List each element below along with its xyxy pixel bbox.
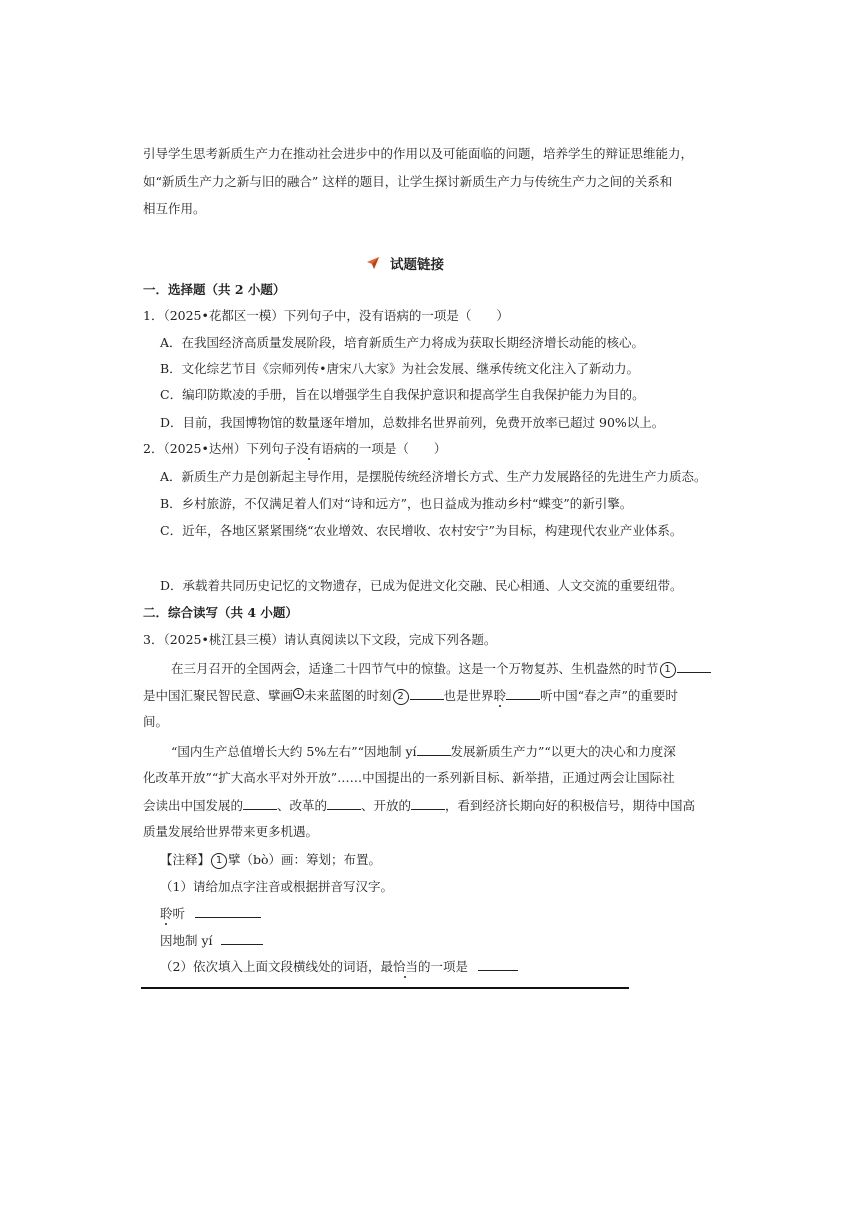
passage-line-7: 质量发展给世界带来更多机遇。 [143, 824, 319, 839]
circle-number-note: 1 [211, 853, 227, 869]
passage-text: 是中国汇聚民智民意、擘画 [143, 688, 294, 703]
item-text: 听 [172, 906, 186, 921]
passage-text: 、改革的 [277, 798, 328, 813]
q2-option-c: C．近年，各地区紧紧围绕“农业增效、农民增收、农村安宁”为目标，构建现代农业产业体系。 [160, 523, 683, 538]
passage-text: 发展新质生产力”“以更大的决心和力度深 [450, 744, 676, 759]
sub-question-2 [160, 958, 518, 975]
annotation-note [160, 852, 381, 869]
circle-number-2: 2 [393, 689, 409, 705]
fill-blank[interactable] [327, 797, 361, 810]
sub1-item-1 [160, 905, 261, 922]
fill-blank[interactable] [243, 797, 277, 810]
passage-line-1 [171, 660, 711, 678]
passage-text: 也是世界 [443, 688, 494, 703]
passage-text: 听中国“春之声”的重要时 [540, 688, 678, 703]
passage-line-2 [143, 687, 678, 705]
part2-heading: 二．综合读写（共 4 小题） [143, 605, 298, 620]
passage-text: 在三月召开的全国两会，适逢二十四节气中的惊蛰。这是一个万物复苏、生机盎然的时节 [171, 661, 659, 676]
passage-line-3: 间。 [143, 714, 169, 729]
passage-line-5: 化改革开放”“扩大高水平对外开放”……中国提出的一系列新目标、新举措，正通过两会让国际社 [143, 770, 675, 785]
q2-stem [143, 441, 446, 457]
q2-stem-part1: 2．（2025•达州）下列句子 [143, 441, 297, 456]
passage-text: 未来蓝图的时刻 [304, 688, 392, 703]
fill-blank[interactable] [411, 797, 445, 810]
q2-option-d: D．承载着共同历史记忆的文物遗存，已成为促进文化交融、民心相通、人文交流的重要纽带。 [160, 578, 683, 593]
passage-text: “国内生产总值增长大约 5%左右”“因地制 yí [171, 744, 417, 759]
q1-option-b: B．文化综艺节目《宗师列传•唐宋八大家》为社会发展、继承传统文化注入了新动力。 [160, 361, 640, 376]
passage-line-4 [171, 743, 676, 760]
dotted-char: 聆 [493, 688, 507, 703]
passage-text: ，看到经济长期向好的积极信号，期待中国高 [445, 798, 696, 813]
answer-blank[interactable] [478, 958, 518, 971]
bottom-divider [141, 987, 629, 989]
sub-question-1: （1）请给加点字注音或根据拼音写汉字。 [160, 879, 393, 894]
fill-blank[interactable] [417, 743, 451, 756]
q2-stem-part2: 语病的一项是（ ） [321, 441, 447, 456]
paper-plane-icon [366, 256, 380, 270]
fill-blank[interactable] [677, 660, 711, 673]
note-text: 擘（bò）画：筹划；布置。 [228, 852, 382, 867]
intro-line-1: 引导学生思考新质生产力在推动社会进步中的作用以及可能面临的问题，培养学生的辩证思维能力， [143, 146, 694, 161]
note-marker-1: 1 [293, 688, 304, 699]
q1-stem: 1．（2025•花都区一模）下列句子中，没有语病的一项是（ ） [143, 308, 509, 323]
q1-option-c: C．编印防欺凌的手册，旨在以增强学生自我保护意识和提高学生自我保护能力为目的。 [160, 387, 645, 402]
intro-line-2: 如“新质生产力之新与旧的融合” 这样的题目，让学生探讨新质生产力与传统生产力之间的关系和 [143, 174, 673, 189]
passage-text: 、开放的 [361, 798, 412, 813]
q1-option-d: D．目前，我国博物馆的数量逐年增加，总数排名世界前列，免费开放率已超过 90%以上。 [160, 415, 665, 430]
item-text: 因地制 yí [160, 933, 213, 948]
part1-heading: 一．选择题（共 2 小题） [143, 282, 286, 297]
answer-blank[interactable] [221, 932, 263, 945]
intro-line-3: 相互作用。 [143, 201, 206, 216]
q2-option-a: A．新质生产力是创新起主导作用，是摆脱传统经济增长方式、生产力发展路径的先进生产力质态。 [160, 469, 707, 484]
note-label: 【注释】 [160, 852, 211, 867]
q1-option-a: A．在我国经济高质量发展阶段，培育新质生产力将成为获取长期经济增长动能的核心。 [160, 335, 645, 350]
circle-number-1: 1 [660, 662, 676, 678]
q3-stem: 3．（2025•桃江县三模）请认真阅读以下文段，完成下列各题。 [143, 632, 497, 647]
answer-blank[interactable] [195, 905, 261, 918]
fill-blank[interactable] [506, 687, 540, 700]
dotted-chars: 恰当 [392, 959, 418, 974]
sub2-text: （2）依次填入上面文段横线处的词语，最 [160, 959, 393, 974]
passage-text: 会读出中国发展的 [143, 798, 244, 813]
sub1-item-2 [160, 932, 263, 949]
q2-stem-dotted: 没有 [296, 441, 322, 456]
q2-option-b: B．乡村旅游，不仅满足着人们对“诗和远方”，也日益成为推动乡村“蝶变”的新引擎。 [160, 496, 633, 511]
dotted-char: 聆 [160, 906, 173, 921]
passage-line-6 [143, 797, 695, 814]
sub2-text: 的一项是 [417, 959, 468, 974]
fill-blank[interactable] [410, 687, 444, 700]
section-title [366, 253, 444, 273]
section-title-text: 试题链接 [390, 257, 444, 273]
